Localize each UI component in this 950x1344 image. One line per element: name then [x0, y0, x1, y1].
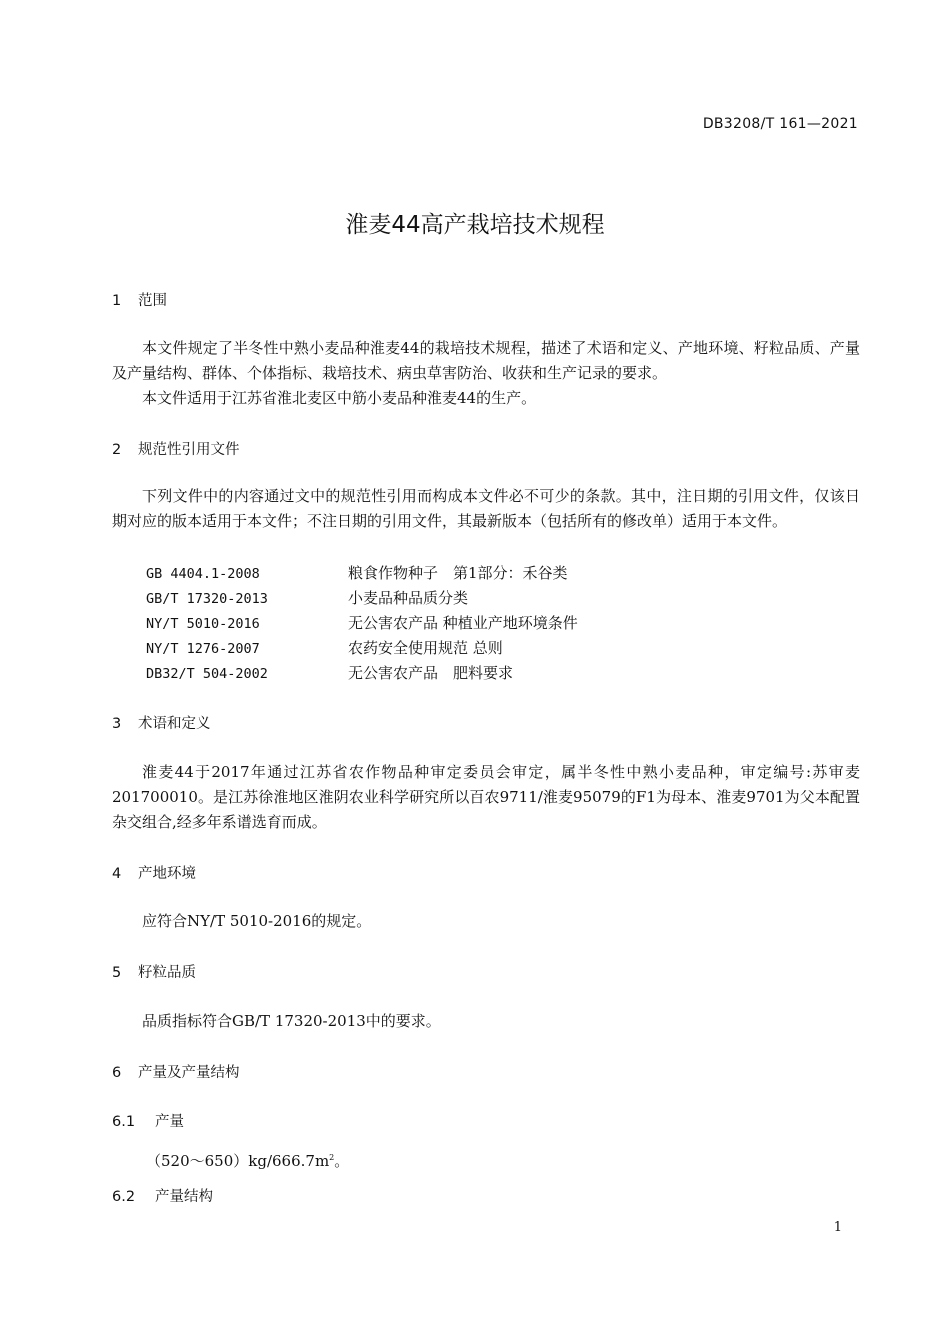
reference-code: GB 4404.1-2008 [146, 566, 260, 582]
reference-code: NY/T 1276-2007 [146, 641, 260, 657]
unit-superscript: 2 [329, 1153, 335, 1162]
section-title: 术语和定义 [138, 716, 211, 732]
section-5-paragraph-1: 品质指标符合GB/T 17320-2013中的要求。 [142, 1012, 441, 1030]
section-1-paragraph-1: 本文件规定了半冬性中熟小麦品种淮麦44的栽培技术规程，描述了术语和定义、产地环境、籽粒品质、产量及产量结构、群体、个体指标、栽培技术、病虫草害防治、收获和生产记录的要求。 [112, 339, 860, 382]
section-4-paragraph-1: 应符合NY/T 5010-2016的规定。 [142, 912, 372, 930]
section-1-heading [112, 289, 167, 310]
section-4-heading [112, 862, 196, 883]
reference-name: 小麦品种品质分类 [348, 589, 469, 607]
section-2-heading [112, 438, 240, 459]
document-title: 淮麦44高产栽培技术规程 [345, 212, 605, 238]
reference-row [146, 587, 468, 608]
section-title: 产地环境 [138, 866, 196, 882]
section-number: 2 [112, 442, 122, 458]
section-number: 6 [112, 1065, 122, 1081]
section-6-1-heading [112, 1110, 184, 1131]
section-title: 范围 [138, 293, 167, 309]
section-6-2-heading [112, 1185, 213, 1206]
reference-code: NY/T 5010-2016 [146, 616, 260, 632]
section-title: 籽粒品质 [138, 965, 196, 981]
section-number: 6.1 [112, 1114, 136, 1130]
yield-value [112, 1145, 860, 1174]
section-number: 3 [112, 716, 122, 732]
section-title: 产量结构 [155, 1189, 213, 1205]
reference-name: 农药安全使用规范 总则 [348, 639, 503, 657]
section-title: 规范性引用文件 [138, 442, 240, 458]
section-6-heading [112, 1061, 240, 1082]
reference-name: 无公害农产品 肥料要求 [348, 664, 514, 682]
reference-row [146, 562, 568, 583]
section-number: 6.2 [112, 1189, 136, 1205]
section-2-paragraph-1: 下列文件中的内容通过文中的规范性引用而构成本文件必不可少的条款。其中，注日期的引用文件，仅该日期对应的版本适用于本文件；不注日期的引用文件，其最新版本（包括所有的修改单）适用于本文件。 [112, 487, 860, 530]
reference-name: 粮食作物种子 第1部分：禾谷类 [348, 564, 568, 582]
reference-row [146, 612, 578, 633]
section-title: 产量及产量结构 [138, 1065, 240, 1081]
reference-row [146, 662, 513, 683]
yield-text: （520～650）kg/666.7m [146, 1152, 330, 1170]
reference-row [146, 637, 503, 658]
section-number: 1 [112, 293, 122, 309]
yield-tail: 。 [334, 1152, 350, 1170]
reference-code: DB32/T 504-2002 [146, 666, 268, 682]
reference-name: 无公害农产品 种植业产地环境条件 [348, 614, 578, 632]
section-3-heading [112, 712, 211, 733]
section-number: 5 [112, 965, 122, 981]
section-1-paragraph-2: 本文件适用于江苏省淮北麦区中筋小麦品种淮麦44的生产。 [142, 389, 537, 407]
section-5-heading [112, 961, 196, 982]
section-number: 4 [112, 866, 122, 882]
page-number: 1 [833, 1220, 842, 1235]
section-3-paragraph-1: 淮麦44于2017年通过江苏省农作物品种审定委员会审定，属半冬性中熟小麦品种，审定编号:苏审麦201700010。是江苏徐淮地区淮阴农业科学研究所以百农9711/淮麦95079的F1为母本、淮麦9701为父本配置杂交组合,经多年系谱选育而成。 [112, 763, 860, 831]
standard-code: DB3208/T 161—2021 [702, 116, 858, 132]
reference-code: GB/T 17320-2013 [146, 591, 268, 607]
section-title: 产量 [155, 1114, 184, 1130]
